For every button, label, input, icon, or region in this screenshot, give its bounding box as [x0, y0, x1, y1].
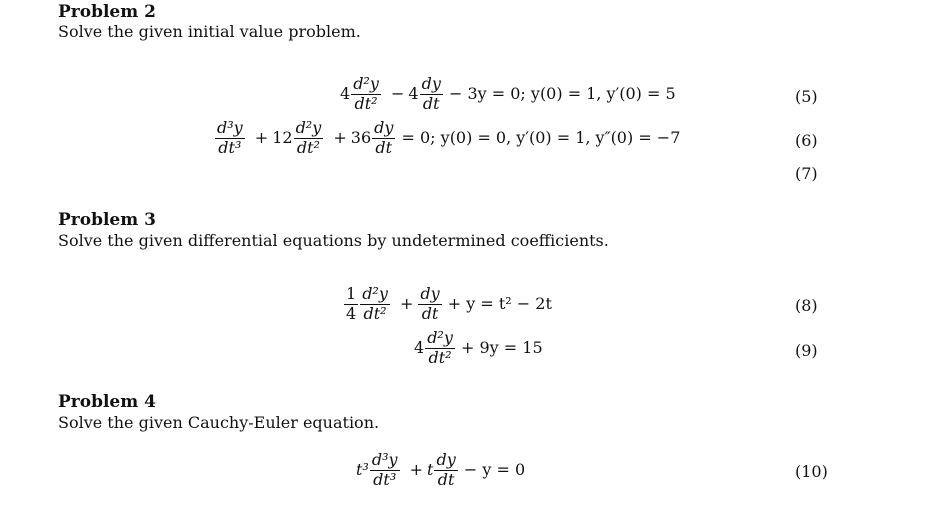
eq8-frac1: $\frac{1}{4}$ — [346, 284, 357, 323]
problem-4-intro: Solve the given Cauchy-Euler equation. — [58, 413, 380, 432]
eq10-op1: + — [409, 459, 424, 479]
eq6-op2: + — [333, 127, 347, 147]
eq5-coef1: 4 — [340, 83, 351, 103]
equation-number-10: (10) — [795, 462, 828, 481]
eq6-coef1: 12 — [272, 127, 293, 147]
equation-number-8: (8) — [795, 296, 818, 315]
problem-3-heading: Problem 3 — [58, 210, 156, 230]
equation-number-6: (6) — [795, 131, 818, 150]
equation-number-5: (5) — [795, 87, 818, 106]
eq8-tail: + y = t² − 2t — [447, 293, 552, 313]
eq8-op1: + — [399, 293, 414, 313]
eq10-coef2: t — [427, 459, 434, 479]
eq6-tail: = 0; y(0) = 0, y′(0) = 1, y″(0) = −7 — [401, 127, 681, 147]
eq9-coef1: 4 — [414, 337, 425, 357]
eq10-tail: − y = 0 — [463, 459, 526, 479]
eq5-op1: − — [390, 83, 405, 103]
equation-8 — [343, 286, 552, 323]
problem-3-intro: Solve the given differential equations by undetermined coefficients. — [58, 231, 609, 250]
eq6-frac1: $\frac{\text{d³y}}{\text{dt³}}$ — [217, 118, 243, 157]
problem-4-heading: Problem 4 — [58, 392, 156, 412]
eq6-frac2: $\frac{\text{d²y}}{\text{dt²}}$ — [295, 118, 322, 157]
equation-10 — [356, 452, 525, 489]
equation-number-9: (9) — [795, 341, 818, 360]
eq5-frac1: $\frac{\text{d²y}}{\text{dt²}}$ — [353, 74, 379, 113]
eq8-frac2: $\frac{\text{d²y}}{\text{dt²}}$ — [362, 284, 388, 323]
eq10-coef1: t³ — [356, 459, 369, 479]
eq5-coef2: 4 — [408, 83, 419, 103]
eq6-frac3: $\frac{dy}{dt}$ — [374, 118, 394, 157]
eq9-frac1: $\frac{\text{d²y}}{\text{dt²}}$ — [427, 328, 453, 367]
eq10-frac1: $\frac{\text{d³y}}{\text{dt³}}$ — [371, 450, 398, 489]
equation-number-7: (7) — [795, 164, 818, 183]
equation-6 — [214, 120, 680, 157]
eq10-frac2: $\frac{dy}{dt}$ — [436, 450, 456, 489]
eq8-frac3: $\frac{dy}{dt}$ — [420, 284, 440, 323]
eq5-tail: − 3y = 0; y(0) = 1, y′(0) = 5 — [448, 83, 676, 103]
problem-2-heading: Problem 2 — [58, 2, 156, 22]
problem-2-intro: Solve the given initial value problem. — [58, 22, 361, 41]
equation-9 — [414, 330, 543, 367]
eq9-tail: + 9y = 15 — [460, 337, 543, 357]
eq6-op1: + — [254, 127, 269, 147]
equation-5 — [340, 76, 676, 113]
eq6-coef2: 36 — [350, 127, 372, 147]
eq5-frac2: $\frac{dy}{dt}$ — [421, 74, 441, 113]
